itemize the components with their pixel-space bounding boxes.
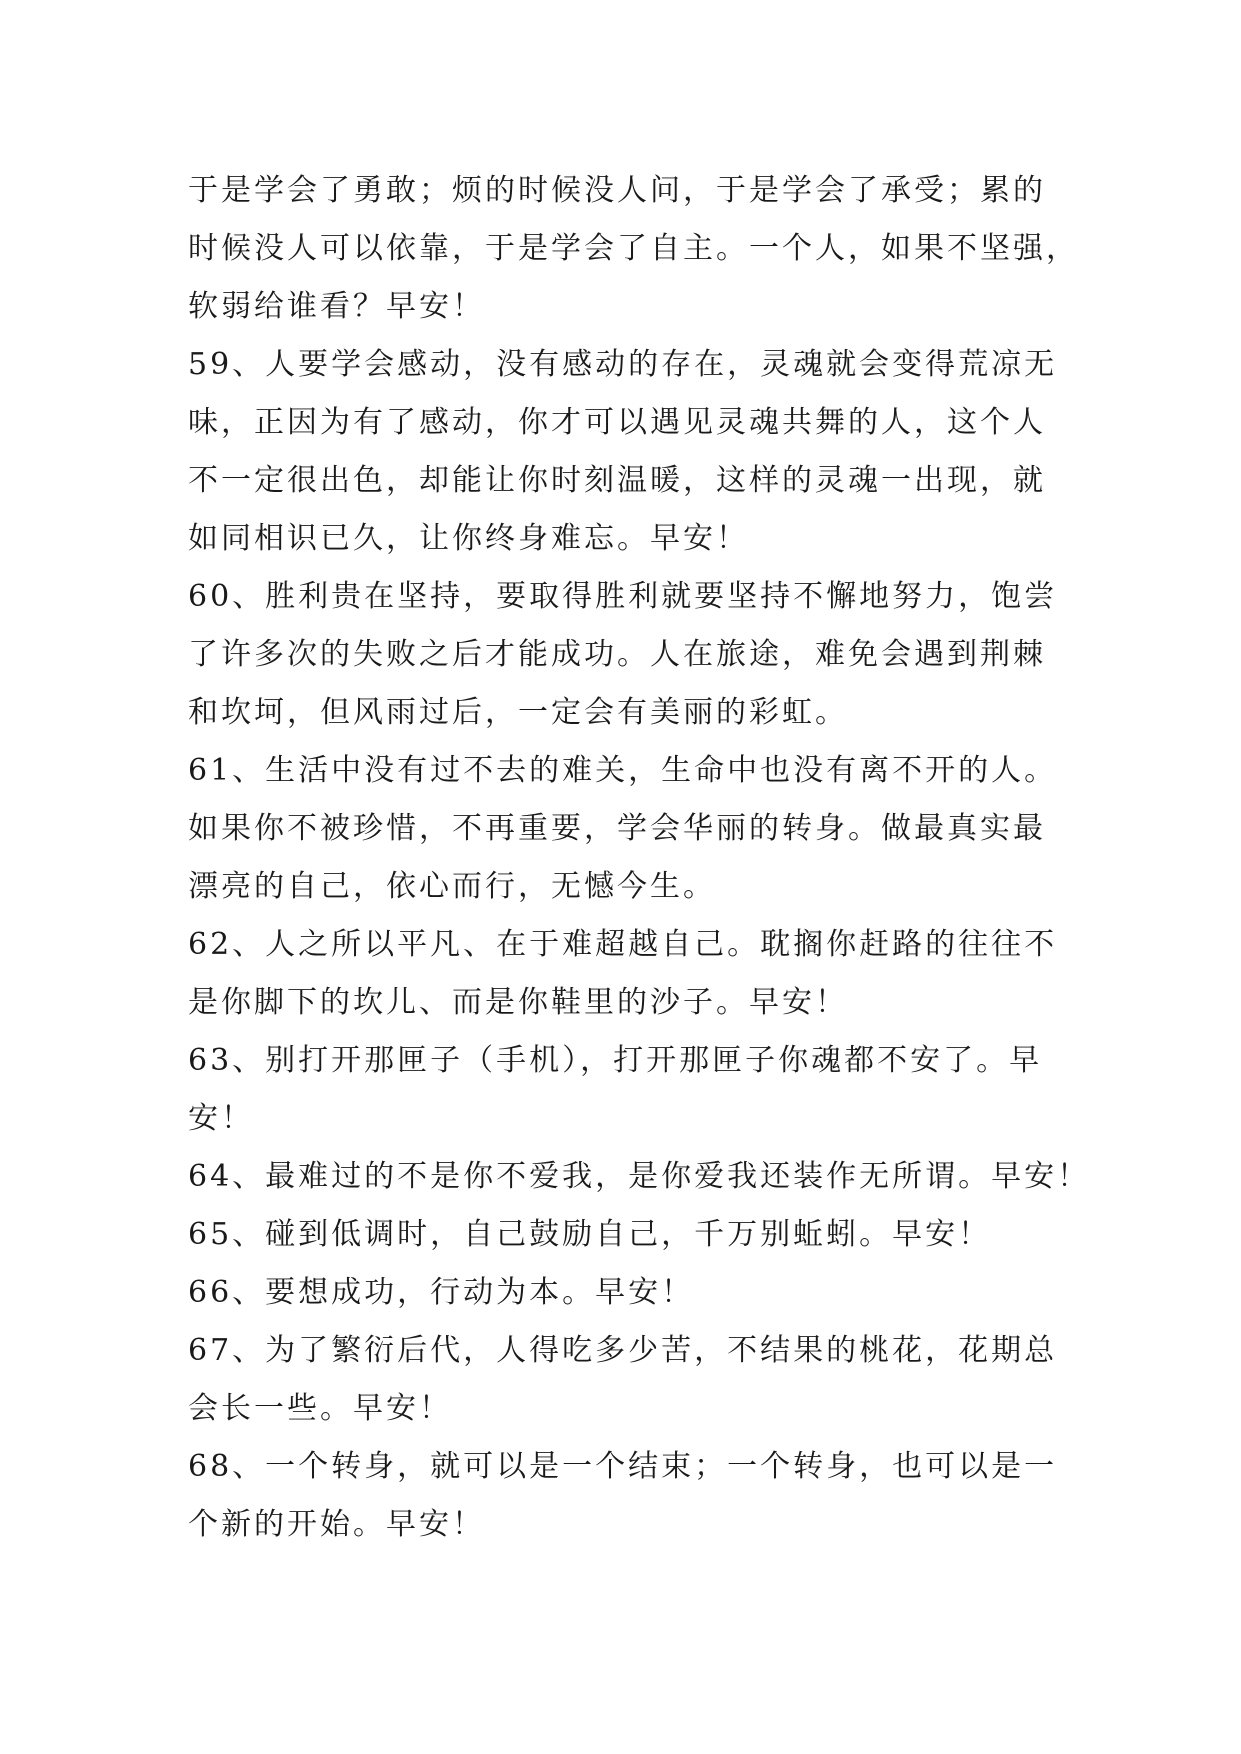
text-line: 安！	[188, 1101, 254, 1136]
text-line: 67、为了繁衍后代，人得吃多少苦，不结果的桃花，花期总	[188, 1333, 1058, 1368]
text-line: 会长一些。早安！	[188, 1391, 452, 1426]
text-line: 是你脚下的坎儿、而是你鞋里的沙子。早安！	[188, 985, 848, 1020]
text-line: 如果你不被珍惜，不再重要，学会华丽的转身。做最真实最	[188, 811, 1046, 846]
document-body	[188, 162, 1091, 1554]
text-line: 如同相识已久，让你终身难忘。早安！	[188, 521, 749, 556]
text-line: 63、别打开那匣子（手机），打开那匣子你魂都不安了。早	[188, 1043, 1043, 1078]
text-line: 64、最难过的不是你不爱我，是你爱我还装作无所谓。早安！	[188, 1159, 1091, 1194]
text-line: 个新的开始。早安！	[188, 1507, 485, 1542]
text-line: 62、人之所以平凡、在于难超越自己。耽搁你赶路的往往不	[188, 927, 1058, 962]
text-line: 65、碰到低调时，自己鼓励自己，千万别蚯蚓。早安！	[188, 1217, 992, 1252]
text-line: 59、人要学会感动，没有感动的存在，灵魂就会变得荒凉无	[188, 347, 1058, 382]
text-line: 不一定很出色，却能让你时刻温暖，这样的灵魂一出现，就	[188, 463, 1046, 498]
text-line: 了许多次的失败之后才能成功。人在旅途，难免会遇到荆棘	[188, 637, 1046, 672]
text-line: 68、一个转身，就可以是一个结束；一个转身，也可以是一	[188, 1449, 1058, 1484]
text-line: 和坎坷，但风雨过后，一定会有美丽的彩虹。	[188, 695, 848, 730]
text-line: 漂亮的自己，依心而行，无憾今生。	[188, 869, 716, 904]
text-line: 61、生活中没有过不去的难关，生命中也没有离不开的人。	[188, 753, 1058, 788]
text-line: 软弱给谁看？早安！	[188, 289, 485, 324]
text-line: 66、要想成功，行动为本。早安！	[188, 1275, 695, 1310]
text-line: 于是学会了勇敢；烦的时候没人问，于是学会了承受；累的	[188, 173, 1046, 208]
text-line: 时候没人可以依靠，于是学会了自主。一个人，如果不坚强，	[188, 231, 1079, 266]
text-line: 味，正因为有了感动，你才可以遇见灵魂共舞的人，这个人	[188, 405, 1046, 440]
text-line: 60、胜利贵在坚持，要取得胜利就要坚持不懈地努力，饱尝	[188, 579, 1058, 614]
